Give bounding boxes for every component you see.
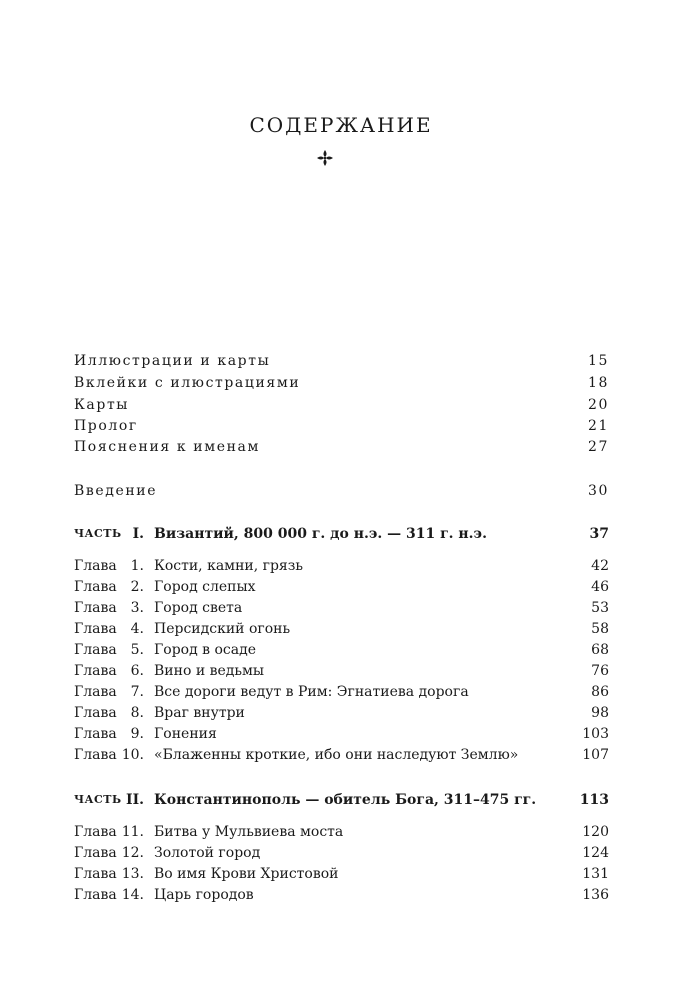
toc-chapter[interactable] — [74, 682, 609, 702]
toc-entry-page: 131 — [582, 866, 609, 882]
chapter-title: «Блаженны кроткие, ибо они наследуют Землю» — [154, 747, 519, 763]
toc-entry-page: 136 — [582, 887, 609, 903]
part-title: Византий, 800 000 г. до н.э. — 311 г. н.э. — [154, 526, 487, 542]
toc-entry-page: 86 — [591, 684, 609, 700]
toc-entry-page: 124 — [582, 845, 609, 861]
chapter-number: 4. — [130, 621, 144, 637]
chapter-number: 11. — [121, 824, 144, 840]
toc-entry-page: 27 — [587, 439, 609, 455]
toc-entry-page: 58 — [591, 621, 609, 637]
toc-part-heading[interactable] — [74, 790, 609, 810]
toc-entry-page: 30 — [587, 483, 609, 499]
toc-entry-title: Иллюстрации и карты — [74, 353, 271, 369]
toc-entry-title: Пояснения к именам — [74, 439, 260, 455]
toc-entry[interactable] — [74, 395, 609, 415]
toc-entry-page: 98 — [591, 705, 609, 721]
toc-chapter[interactable] — [74, 724, 609, 744]
chapter-number: 2. — [130, 579, 144, 595]
chapter-title: Битва у Мульвиева моста — [154, 824, 344, 840]
page-title: СОДЕРЖАНИЕ — [249, 113, 433, 137]
chapter-title: Золотой город — [154, 845, 261, 861]
chapter-number: 9. — [130, 726, 144, 742]
toc-chapter[interactable] — [74, 864, 609, 884]
toc-entry-page: 20 — [587, 397, 609, 413]
chapter-number: 10. — [121, 747, 144, 763]
toc-entry-introduction[interactable] — [74, 481, 609, 501]
part-label: ЧАСТЬ — [74, 793, 122, 806]
chapter-title: Во имя Крови Христовой — [154, 866, 339, 882]
chapter-label: Глава — [74, 824, 117, 840]
toc-chapter[interactable] — [74, 745, 609, 765]
chapter-title: Враг внутри — [154, 705, 245, 721]
toc-entry-title: Карты — [74, 397, 130, 413]
toc-entry-page: 21 — [587, 418, 609, 434]
toc-entry-page: 42 — [591, 558, 609, 574]
chapter-title: Персидский огонь — [154, 621, 291, 637]
toc-entry-page: 113 — [579, 792, 609, 808]
toc-chapter[interactable] — [74, 577, 609, 597]
chapter-label: Глава — [74, 558, 117, 574]
part-title: Константинополь — обитель Бога, 311–475 гг. — [154, 792, 537, 808]
toc-entry-page: 107 — [582, 747, 609, 763]
chapter-title: Вино и ведьмы — [154, 663, 265, 679]
chapter-label: Глава — [74, 600, 117, 616]
chapter-title: Царь городов — [154, 887, 254, 903]
chapter-label: Глава — [74, 621, 117, 637]
toc-entry-page: 37 — [589, 526, 609, 542]
toc-entry[interactable] — [74, 373, 609, 393]
chapter-label: Глава — [74, 663, 117, 679]
toc-entry[interactable] — [74, 416, 609, 436]
toc-entry-page: 103 — [582, 726, 609, 742]
chapter-number: 14. — [121, 887, 144, 903]
chapter-number: 6. — [130, 663, 144, 679]
part-number: II. — [126, 792, 144, 808]
toc-entry-page: 15 — [587, 353, 609, 369]
toc-chapter[interactable] — [74, 598, 609, 618]
chapter-title: Город слепых — [154, 579, 256, 595]
chapter-label: Глава — [74, 579, 117, 595]
chapter-title: Кости, камни, грязь — [154, 558, 304, 574]
chapter-title: Все дороги ведут в Рим: Эгнатиева дорога — [154, 684, 469, 700]
toc-entry-page: 68 — [591, 642, 609, 658]
fleuron-icon — [316, 149, 334, 167]
toc-entry-title: Пролог — [74, 418, 138, 434]
toc-chapter[interactable] — [74, 661, 609, 681]
toc-chapter[interactable] — [74, 556, 609, 576]
chapter-title: Гонения — [154, 726, 217, 742]
chapter-label: Глава — [74, 726, 117, 742]
chapter-number: 7. — [130, 684, 144, 700]
chapter-title: Город в осаде — [154, 642, 257, 658]
chapter-number: 13. — [121, 866, 144, 882]
chapter-number: 12. — [121, 845, 144, 861]
chapter-label: Глава — [74, 887, 117, 903]
chapter-number: 3. — [130, 600, 144, 616]
toc-entry-page: 120 — [582, 824, 609, 840]
chapter-number: 5. — [130, 642, 144, 658]
toc-part-heading[interactable] — [74, 524, 609, 544]
chapter-label: Глава — [74, 642, 117, 658]
toc-entry[interactable] — [74, 351, 609, 371]
toc-chapter[interactable] — [74, 885, 609, 905]
chapter-label: Глава — [74, 684, 117, 700]
chapter-label: Глава — [74, 747, 117, 763]
chapter-label: Глава — [74, 705, 117, 721]
toc-chapter[interactable] — [74, 843, 609, 863]
toc-chapter[interactable] — [74, 619, 609, 639]
chapter-number: 1. — [130, 558, 144, 574]
toc-entry-page: 76 — [591, 663, 609, 679]
toc-entry-page: 53 — [591, 600, 609, 616]
toc-chapter[interactable] — [74, 703, 609, 723]
part-number: I. — [132, 526, 144, 542]
toc-entry-title: Вклейки с илюстрациями — [74, 375, 301, 391]
toc-entry-page: 46 — [591, 579, 609, 595]
chapter-title: Город света — [154, 600, 243, 616]
chapter-label: Глава — [74, 845, 117, 861]
toc-entry-page: 18 — [587, 375, 609, 391]
chapter-label: Глава — [74, 866, 117, 882]
toc-chapter[interactable] — [74, 822, 609, 842]
chapter-number: 8. — [130, 705, 144, 721]
part-label: ЧАСТЬ — [74, 527, 122, 540]
toc-entry[interactable] — [74, 437, 609, 457]
toc-entry-title: Введение — [74, 483, 158, 499]
toc-chapter[interactable] — [74, 640, 609, 660]
